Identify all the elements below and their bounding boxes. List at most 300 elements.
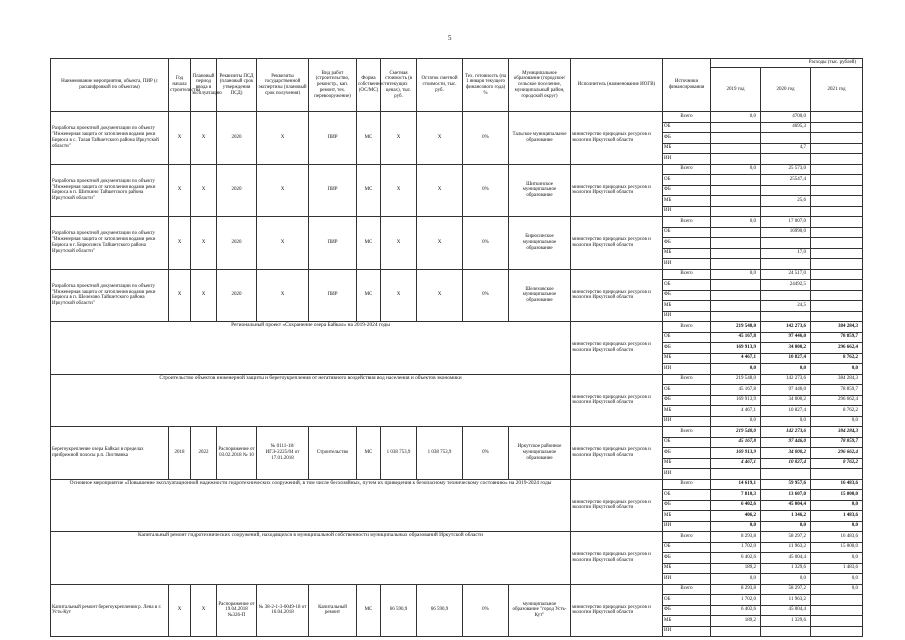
source-mb: МБ [663, 301, 711, 312]
value-mb-y2: 1 329,6 [761, 616, 811, 627]
value-fb-y3: 296 662,4 [811, 343, 863, 354]
source-ob: ОБ [663, 385, 711, 396]
value-ii-y1: 0,0 [711, 521, 761, 532]
value-ii-y2 [761, 469, 811, 480]
value-fb-y3: 296 662,4 [811, 395, 863, 406]
value-fb-y1: 169 913,9 [711, 448, 761, 459]
value-ii-y1 [711, 311, 761, 322]
source-mb: МБ [663, 511, 711, 522]
value-vsego-y1: 0,0 [711, 112, 761, 123]
value-ii-y2 [761, 311, 811, 322]
source-mb: МБ [663, 563, 711, 574]
value-ob-y1: 1 702,0 [711, 542, 761, 553]
object-municipality: Шелеховское муниципальное образование [509, 269, 571, 322]
value-fb-y3 [811, 133, 863, 144]
value-mb-y3: 8 762,2 [811, 353, 863, 364]
value-vsego-y3 [811, 217, 863, 228]
object-municipality: Иркутское районное муниципальное образование [509, 427, 571, 480]
value-ii-y3 [811, 206, 863, 217]
object-c3: X [191, 584, 217, 637]
value-ii-y1: 0,0 [711, 416, 761, 427]
header-year-2021: 2021 год [811, 68, 863, 112]
value-fb-y1 [711, 185, 761, 196]
value-vsego-y3 [811, 164, 863, 175]
value-fb-y3 [811, 290, 863, 301]
value-vsego-y1: 8 293,8 [711, 584, 761, 595]
header-executor: Исполнитель (наименование ИОГВ) [571, 59, 663, 112]
value-vsego-y2: 25 573,0 [761, 164, 811, 175]
object-c9: X [417, 217, 463, 270]
header-psd: Реквизиты ПСД (плановый срок утверждения ПСД) [217, 59, 257, 112]
object-c2: X [169, 584, 191, 637]
object-c5: № 0111-18/ИГЭ-2225/04 от 17.01.2018 [257, 427, 309, 480]
object-c4: Распоряжение от 03.02.2018 № 10 [217, 427, 257, 480]
object-c6: ПИР [309, 217, 357, 270]
value-vsego-y2: 58 297,2 [761, 532, 811, 543]
object-c2: X [169, 269, 191, 322]
object-c2: X [169, 112, 191, 165]
header-readiness: Тех. готовность (на 1 января текущего финансового года) % [463, 59, 509, 112]
value-mb-y3 [811, 301, 863, 312]
object-c7: МС [357, 269, 381, 322]
value-fb-y2: 45 004,4 [761, 500, 811, 511]
object-c4: 2020 [217, 269, 257, 322]
value-mb-y1: 406,2 [711, 511, 761, 522]
value-fb-y3 [811, 238, 863, 249]
value-ii-y3 [811, 311, 863, 322]
object-c4: Распоряжение от 19.04.2018 №326-П [217, 584, 257, 637]
value-fb-y2: 45 004,4 [761, 553, 811, 564]
object-municipality: муниципальное образование "город Усть-Кут" [509, 584, 571, 637]
source-fb: ФБ [663, 500, 711, 511]
source-ii: ИИ [663, 206, 711, 217]
value-ob-y3 [811, 175, 863, 186]
source-fb: ФБ [663, 605, 711, 616]
value-ii-y2 [761, 259, 811, 270]
value-vsego-y1: 14 619,1 [711, 479, 761, 490]
value-vsego-y1: 0,0 [711, 217, 761, 228]
value-ob-y1: 45 167,8 [711, 437, 761, 448]
object-c7: МС [357, 164, 381, 217]
section-row [51, 532, 863, 543]
source-ob: ОБ [663, 332, 711, 343]
object-c3: 2022 [191, 427, 217, 480]
source-ii: ИИ [663, 259, 711, 270]
value-ob-y1: 45 167,8 [711, 385, 761, 396]
value-vsego-y1: 0,0 [711, 164, 761, 175]
source-vsego: Всего [663, 269, 711, 280]
value-ob-y2: 16990,0 [761, 227, 811, 238]
value-vsego-y2: 59 957,6 [761, 479, 811, 490]
value-vsego-y2: 142 273,6 [761, 374, 811, 385]
source-ii: ИИ [663, 574, 711, 585]
value-ob-y3: 78 859,7 [811, 332, 863, 343]
value-vsego-y3: 16 483,6 [811, 479, 863, 490]
value-ii-y2: 0,0 [761, 416, 811, 427]
value-vsego-y1: 219 548,0 [711, 322, 761, 333]
header-start-year: Год начала строительства [169, 59, 191, 112]
value-fb-y2: 34 000,2 [761, 448, 811, 459]
object-c9: 66 590,9 [417, 584, 463, 637]
value-vsego-y1: 219 548,0 [711, 427, 761, 438]
value-ob-y1 [711, 122, 761, 133]
header-estimate: Сметная стоимость (в текущих ценах), тыс. руб. [381, 59, 417, 112]
object-c8: X [381, 217, 417, 270]
value-mb-y2: 25,6 [761, 196, 811, 207]
value-ii-y3: 0,0 [811, 364, 863, 375]
source-fb: ФБ [663, 238, 711, 249]
value-ob-y2: 97 446,0 [761, 385, 811, 396]
source-fb: ФБ [663, 448, 711, 459]
object-c7: МС [357, 112, 381, 165]
value-vsego-y3: 384 284,3 [811, 322, 863, 333]
value-fb-y3 [811, 605, 863, 616]
object-c3: X [191, 217, 217, 270]
value-ob-y3: 15 000,0 [811, 490, 863, 501]
object-c7: МС [357, 427, 381, 480]
value-ii-y1: 0,0 [711, 574, 761, 585]
source-fb: ФБ [663, 395, 711, 406]
object-name: Разработка проектной документации по объекту "Инженерная защита от затопления водами реки Бирюса в п. Шелехово Тайшетского района Иркутской области" [51, 269, 169, 322]
object-executor: министерство природных ресурсов и экологии Иркутской области [571, 584, 663, 637]
object-c3: X [191, 112, 217, 165]
source-mb: МБ [663, 406, 711, 417]
object-c9: X [417, 164, 463, 217]
header-remaining: Остаток сметной стоимости, тыс. руб. [417, 59, 463, 112]
value-vsego-y1: 8 293,8 [711, 532, 761, 543]
source-vsego: Всего [663, 164, 711, 175]
source-mb: МБ [663, 248, 711, 259]
source-mb: МБ [663, 616, 711, 627]
value-fb-y2: 34 000,2 [761, 343, 811, 354]
source-ob: ОБ [663, 280, 711, 291]
value-vsego-y1: 0,0 [711, 269, 761, 280]
value-ii-y2 [761, 206, 811, 217]
table-row [51, 217, 863, 228]
source-ob: ОБ [663, 175, 711, 186]
object-executor: министерство природных ресурсов и экологии Иркутской области [571, 112, 663, 165]
object-municipality: Шиткинское муниципальное образование [509, 164, 571, 217]
header-year-2020: 2020 год [761, 68, 811, 112]
value-ii-y1 [711, 154, 761, 165]
value-vsego-y3: 0,0 [811, 584, 863, 595]
value-mb-y2: 4,7 [761, 143, 811, 154]
value-mb-y2: 10 827,4 [761, 458, 811, 469]
section-row [51, 479, 863, 490]
value-ii-y1: 0,0 [711, 364, 761, 375]
header-ownership: Форма собственности (ОС/МС) [357, 59, 381, 112]
object-c8: X [381, 164, 417, 217]
object-c6: Капитальный ремонт [309, 584, 357, 637]
value-ob-y2: 11 963,2 [761, 595, 811, 606]
source-ii: ИИ [663, 311, 711, 322]
object-name: Разработка проектной документации по объекту "Инженерная защита от затопления водами реки Бирюса в г. Бирюсинск Тайшетского района Иркутской области" [51, 217, 169, 270]
object-executor: министерство природных ресурсов и экологии Иркутской области [571, 217, 663, 270]
value-vsego-y2: 4700,0 [761, 112, 811, 123]
header-commissioning: Плановый период ввода в эксплуатацию [191, 59, 217, 112]
source-fb: ФБ [663, 343, 711, 354]
value-mb-y3 [811, 248, 863, 259]
object-c4: 2020 [217, 217, 257, 270]
section-title: Основное мероприятие «Повышение эксплуатационной надежности гидротехнических сооружений, в том числе бесхозяйных, путем их приведения к безопасному техническому состоянию» на 2019-2024 годы [51, 479, 571, 532]
object-executor: министерство природных ресурсов и экологии Иркутской области [571, 164, 663, 217]
source-mb: МБ [663, 458, 711, 469]
source-ob: ОБ [663, 595, 711, 606]
source-ii: ИИ [663, 626, 711, 637]
value-vsego-y2: 142 273,6 [761, 427, 811, 438]
value-fb-y3: 0,0 [811, 500, 863, 511]
object-c10: 0% [463, 427, 509, 480]
value-fb-y1: 169 913,9 [711, 395, 761, 406]
value-ii-y3 [811, 259, 863, 270]
value-vsego-y3: 384 284,3 [811, 427, 863, 438]
object-c7: МС [357, 217, 381, 270]
value-ob-y2: 11 963,2 [761, 542, 811, 553]
page-number: 5 [448, 34, 452, 42]
value-fb-y2 [761, 185, 811, 196]
object-c6: ПИР [309, 164, 357, 217]
value-mb-y2: 1 346,2 [761, 511, 811, 522]
value-mb-y3: 8 762,2 [811, 458, 863, 469]
object-name: Капитальный ремонт берегоукрепления р. Лена в г. Усть-Кут [51, 584, 169, 637]
source-ii: ИИ [663, 154, 711, 165]
value-ob-y1 [711, 227, 761, 238]
value-ob-y3 [811, 122, 863, 133]
value-mb-y1: 4 467,1 [711, 458, 761, 469]
table-row [51, 112, 863, 123]
value-ii-y3 [811, 154, 863, 165]
source-vsego: Всего [663, 374, 711, 385]
source-mb: МБ [663, 196, 711, 207]
object-c10: 0% [463, 584, 509, 637]
value-vsego-y3 [811, 269, 863, 280]
value-fb-y3: 296 662,4 [811, 448, 863, 459]
value-vsego-y3 [811, 112, 863, 123]
value-ob-y1: 7 810,3 [711, 490, 761, 501]
value-ii-y2: 0,0 [761, 574, 811, 585]
value-mb-y3: 8 762,2 [811, 406, 863, 417]
value-mb-y3 [811, 616, 863, 627]
value-ob-y1 [711, 280, 761, 291]
value-ii-y2: 0,0 [761, 364, 811, 375]
source-ob: ОБ [663, 542, 711, 553]
source-fb: ФБ [663, 133, 711, 144]
section-title: Капитальный ремонт гидротехнических сооружений, находящихся в муниципальной собственности муниципальных образований Иркутской области [51, 532, 571, 585]
section-title: Строительство объектов инженерной защиты и берегоукрепления от негативного воздействия вод населения и объектов экономики [51, 374, 571, 427]
source-vsego: Всего [663, 322, 711, 333]
value-ii-y3: 0,0 [811, 574, 863, 585]
value-vsego-y2: 24 517,0 [761, 269, 811, 280]
value-mb-y1: 189,2 [711, 616, 761, 627]
value-vsego-y3: 16 483,6 [811, 532, 863, 543]
object-c5: X [257, 112, 309, 165]
object-c10: 0% [463, 269, 509, 322]
source-vsego: Всего [663, 479, 711, 490]
object-c10: 0% [463, 217, 509, 270]
object-c4: 2020 [217, 112, 257, 165]
object-c3: X [191, 269, 217, 322]
object-executor: министерство природных ресурсов и экологии Иркутской области [571, 427, 663, 480]
header-municipality: Муниципальное образование (городское/сельское поселение, муниципальный район, городской округ) [509, 59, 571, 112]
object-c5: X [257, 164, 309, 217]
object-c5: № 38-2-1-3-0049-18 от 16.04.2018 [257, 584, 309, 637]
value-ob-y2: 24492,5 [761, 280, 811, 291]
value-fb-y3 [811, 185, 863, 196]
source-fb: ФБ [663, 553, 711, 564]
section-title: Региональный проект «Сохранение озера Байкал» на 2019-2024 годы [51, 322, 571, 375]
value-ii-y2: 0,0 [761, 521, 811, 532]
source-fb: ФБ [663, 290, 711, 301]
value-ii-y3: 0,0 [811, 416, 863, 427]
object-c6: Строительство [309, 427, 357, 480]
value-ob-y1 [711, 175, 761, 186]
section-executor: министерство природных ресурсов и экологии Иркутской области [571, 479, 663, 532]
value-fb-y1 [711, 238, 761, 249]
value-fb-y2 [761, 133, 811, 144]
object-name: Разработка проектной документации по объекту "Инженерная защита от затопления водами реки Бирюса в п. Шиткино Тайшетского района Иркутской области" [51, 164, 169, 217]
source-ob: ОБ [663, 437, 711, 448]
object-c2: 2018 [169, 427, 191, 480]
source-vsego: Всего [663, 217, 711, 228]
section-executor: министерство природных ресурсов и экологии Иркутской области [571, 532, 663, 585]
object-c9: X [417, 269, 463, 322]
value-ob-y3: 15 000,0 [811, 542, 863, 553]
object-c6: ПИР [309, 269, 357, 322]
value-ii-y3 [811, 469, 863, 480]
value-mb-y2: 10 827,4 [761, 353, 811, 364]
header-expenses: Расходы (тыс. рублей) [711, 59, 863, 68]
header-work-type: Вид работ (строительство, реконстр., кап. ремонт, тех. перевооружение) [309, 59, 357, 112]
object-c5: X [257, 217, 309, 270]
source-fb: ФБ [663, 185, 711, 196]
budget-table [50, 58, 863, 637]
object-c9: 1 038 753,9 [417, 427, 463, 480]
object-c8: 66 590,9 [381, 584, 417, 637]
value-vsego-y2: 17 007,0 [761, 217, 811, 228]
value-mb-y1 [711, 196, 761, 207]
source-ob: ОБ [663, 490, 711, 501]
value-vsego-y2: 58 297,2 [761, 584, 811, 595]
value-ob-y3 [811, 280, 863, 291]
value-ob-y2: 4695,3 [761, 122, 811, 133]
value-ob-y1: 1 702,0 [711, 595, 761, 606]
value-ii-y1 [711, 626, 761, 637]
value-fb-y1 [711, 290, 761, 301]
value-vsego-y1: 219 548,0 [711, 374, 761, 385]
value-mb-y2: 24,5 [761, 301, 811, 312]
value-ob-y1: 45 167,8 [711, 332, 761, 343]
value-mb-y1 [711, 301, 761, 312]
table-row [51, 427, 863, 438]
value-ob-y3: 78 859,7 [811, 385, 863, 396]
source-mb: МБ [663, 353, 711, 364]
value-ob-y2: 13 607,0 [761, 490, 811, 501]
object-c8: X [381, 112, 417, 165]
value-ob-y2: 25547,4 [761, 175, 811, 186]
value-fb-y1: 6 402,6 [711, 500, 761, 511]
source-mb: МБ [663, 143, 711, 154]
object-c2: X [169, 217, 191, 270]
source-vsego: Всего [663, 427, 711, 438]
value-mb-y3 [811, 196, 863, 207]
source-ii: ИИ [663, 416, 711, 427]
value-mb-y1: 4 467,1 [711, 353, 761, 364]
value-ob-y2: 97 446,0 [761, 332, 811, 343]
object-c10: 0% [463, 112, 509, 165]
source-ii: ИИ [663, 521, 711, 532]
value-mb-y1: 4 467,1 [711, 406, 761, 417]
header-year-2019: 2019 год [711, 68, 761, 112]
value-mb-y3: 1 483,6 [811, 563, 863, 574]
table-row [51, 269, 863, 280]
value-mb-y1 [711, 248, 761, 259]
object-name: Берегоукрепление озера Байкал в пределах прибрежной полосы р.п. Листвянка [51, 427, 169, 480]
value-fb-y1 [711, 133, 761, 144]
section-executor: министерство природных ресурсов и экологии Иркутской области [571, 374, 663, 427]
object-c6: ПИР [309, 112, 357, 165]
source-ob: ОБ [663, 227, 711, 238]
object-c8: 1 038 753,9 [381, 427, 417, 480]
value-ii-y1 [711, 259, 761, 270]
source-vsego: Всего [663, 584, 711, 595]
value-fb-y1: 6 402,6 [711, 605, 761, 616]
object-c3: X [191, 164, 217, 217]
value-ob-y2: 97 446,0 [761, 437, 811, 448]
source-vsego: Всего [663, 532, 711, 543]
object-municipality: Тальское муниципальное образование [509, 112, 571, 165]
value-vsego-y2: 142 273,6 [761, 322, 811, 333]
value-ob-y3 [811, 595, 863, 606]
section-row [51, 322, 863, 333]
value-ii-y2 [761, 154, 811, 165]
value-mb-y2: 1 329,6 [761, 563, 811, 574]
header-sources: Источники финансирования [663, 59, 711, 112]
value-ii-y3 [811, 626, 863, 637]
value-ii-y3: 0,0 [811, 521, 863, 532]
value-ii-y1 [711, 469, 761, 480]
value-fb-y2: 34 000,2 [761, 395, 811, 406]
section-executor: министерство природных ресурсов и экологии Иркутской области [571, 322, 663, 375]
value-mb-y2: 10 827,4 [761, 406, 811, 417]
table-row [51, 164, 863, 175]
value-fb-y2 [761, 238, 811, 249]
value-fb-y1: 169 913,9 [711, 343, 761, 354]
header-expertise: Реквизиты государственной экспертизы (плановый срок получения) [257, 59, 309, 112]
value-ii-y2 [761, 626, 811, 637]
value-vsego-y3: 384 284,3 [811, 374, 863, 385]
section-row [51, 374, 863, 385]
source-ii: ИИ [663, 469, 711, 480]
header-name: Наименование мероприятия, объекта, ПИР (с расшифровкой по объектам) [51, 59, 169, 112]
object-c7: МС [357, 584, 381, 637]
source-ob: ОБ [663, 122, 711, 133]
object-c8: X [381, 269, 417, 322]
value-fb-y2: 45 004,4 [761, 605, 811, 616]
object-c2: X [169, 164, 191, 217]
object-c5: X [257, 269, 309, 322]
source-vsego: Всего [663, 112, 711, 123]
source-ii: ИИ [663, 364, 711, 375]
object-c10: 0% [463, 164, 509, 217]
value-fb-y3: 0,0 [811, 553, 863, 564]
value-ob-y3: 78 859,7 [811, 437, 863, 448]
object-executor: министерство природных ресурсов и экологии Иркутской области [571, 269, 663, 322]
value-fb-y1: 6 402,6 [711, 553, 761, 564]
value-ii-y1 [711, 206, 761, 217]
object-c4: 2020 [217, 164, 257, 217]
value-mb-y3 [811, 143, 863, 154]
object-c9: X [417, 112, 463, 165]
